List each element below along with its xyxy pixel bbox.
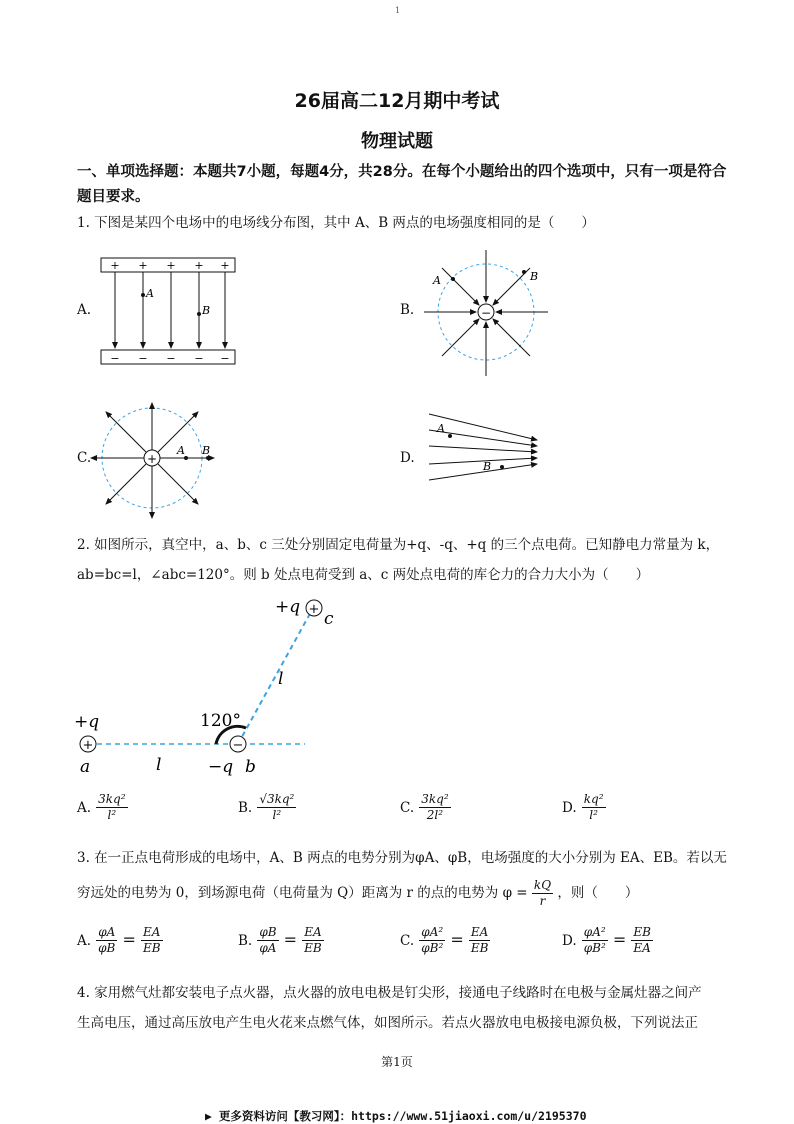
- q2-option-b: B. $\frac{\text{√3kq²}}{\text{l²}}$: [238, 792, 295, 822]
- q3-option-d: D. $\frac{\text{φA²}}{\text{φB²}}$ = $\frac{EB}{EA}$: [562, 925, 651, 955]
- svg-text:−: −: [220, 352, 230, 365]
- svg-text:−: −: [166, 352, 176, 365]
- q3-stem-line2: 穷远处的电势为 0，到场源电荷（电荷量为 Q）距离为 r 的点的电势为 φ = $\frac{kQ}{r}$ ，则（ ）: [77, 878, 639, 908]
- svg-text:l: l: [278, 669, 284, 689]
- q1-figure-d: [425, 408, 545, 488]
- q1-option-b-label: B.: [400, 302, 415, 318]
- q1-option-d-label: D.: [400, 450, 415, 466]
- svg-text:A: A: [146, 287, 154, 300]
- page-number: 第1页: [381, 1055, 413, 1069]
- svg-text:B: B: [202, 444, 211, 457]
- svg-text:B: B: [483, 460, 492, 473]
- q1-figure-a: [95, 252, 245, 372]
- q1-stem: 1. 下图是某四个电场中的电场线分布图，其中 A、B 两点的电场强度相同的是（ ）: [77, 215, 595, 231]
- footer-link[interactable]: ▶ 更多资料访问【教习网】：https://www.51jiaoxi.com/u/2195370: [205, 1109, 587, 1123]
- svg-text:b: b: [245, 757, 256, 777]
- svg-text:+: +: [194, 259, 204, 272]
- q2-option-c: C. $\frac{\text{3kq²}}{\text{2l²}}$: [400, 792, 449, 822]
- section-heading: 一、单项选择题：本题共7小题，每题4分，共28分。在每个小题给出的四个选项中，只有一项是符合题目要求。: [77, 164, 727, 205]
- svg-text:l: l: [156, 755, 162, 775]
- svg-text:+: +: [82, 738, 94, 753]
- q3-option-b: B. $\frac{\varphi B}{\varphi A}$ = $\frac{EA}{EB}$: [238, 925, 322, 955]
- svg-text:+: +: [138, 259, 148, 272]
- svg-text:a: a: [80, 757, 91, 777]
- svg-text:B: B: [530, 270, 539, 283]
- q2-option-a: A. $\frac{\text{3kq²}}{\text{l²}}$: [77, 792, 126, 822]
- svg-text:−: −: [138, 352, 148, 365]
- svg-text:A: A: [433, 274, 441, 287]
- q1-figure-b: [420, 248, 555, 380]
- svg-text:A: A: [177, 444, 185, 457]
- exam-title: 26届高二12月期中考试: [294, 90, 500, 112]
- svg-text:+: +: [166, 259, 176, 272]
- q1-figure-c: [88, 400, 218, 522]
- svg-text:A: A: [437, 422, 445, 435]
- svg-text:−: −: [194, 352, 204, 365]
- svg-text:+: +: [110, 259, 120, 272]
- svg-text:+: +: [146, 452, 158, 466]
- svg-text:B: B: [202, 304, 211, 317]
- svg-text:−q: −q: [208, 757, 234, 777]
- svg-text:−: −: [232, 738, 244, 753]
- q3-stem-line1: 3. 在一正点电荷形成的电场中，A、B 两点的电势分别为φA、φB，电场强度的大小分别为 EA、EB。若以无: [77, 850, 727, 866]
- q3-option-a: A. $\frac{\varphi A}{\varphi B}$ = $\frac{EA}{EB}$: [77, 925, 161, 955]
- svg-text:−: −: [110, 352, 120, 365]
- svg-text:+: +: [220, 259, 230, 272]
- q4-stem-line1: 4. 家用燃气灶都安装电子点火器，点火器的放电电极是钉尖形，接通电子线路时在电极与金属灶器之间产: [77, 985, 702, 1001]
- q2-figure: [70, 592, 334, 777]
- svg-text:+: +: [308, 602, 320, 617]
- q2-stem-line1: 2. 如图所示，真空中，a、b、c 三处分别固定电荷量为+q、-q、+q 的三个点电荷。已知静电力常量为 k，: [77, 537, 720, 553]
- q1-option-c-label: C.: [77, 450, 92, 466]
- q4-stem-line2: 生高电压，通过高压放电产生电火花来点燃气体，如图所示。若点火器放电电极接电源负极，下列说法正: [77, 1015, 698, 1031]
- q1-option-a-label: A.: [77, 302, 92, 318]
- exam-subtitle: 物理试题: [361, 131, 433, 152]
- svg-text:−: −: [480, 306, 492, 320]
- svg-text:120°: 120°: [200, 711, 241, 731]
- q2-stem-line2: ab=bc=l，∠abc=120°。则 b 处点电荷受到 a、c 两处点电荷的库仑力的合力大小为（ ）: [77, 567, 650, 583]
- q2-option-d: D. $\frac{\text{kq²}}{\text{l²}}$: [562, 792, 604, 822]
- svg-text:+q: +q: [74, 712, 100, 732]
- q3-option-c: C. $\frac{\text{φA²}}{\text{φB²}}$ = $\frac{EA}{EB}$: [400, 925, 489, 955]
- svg-text:+q: +q: [275, 597, 301, 617]
- top-mark: 1: [395, 6, 401, 15]
- svg-text:c: c: [324, 609, 334, 629]
